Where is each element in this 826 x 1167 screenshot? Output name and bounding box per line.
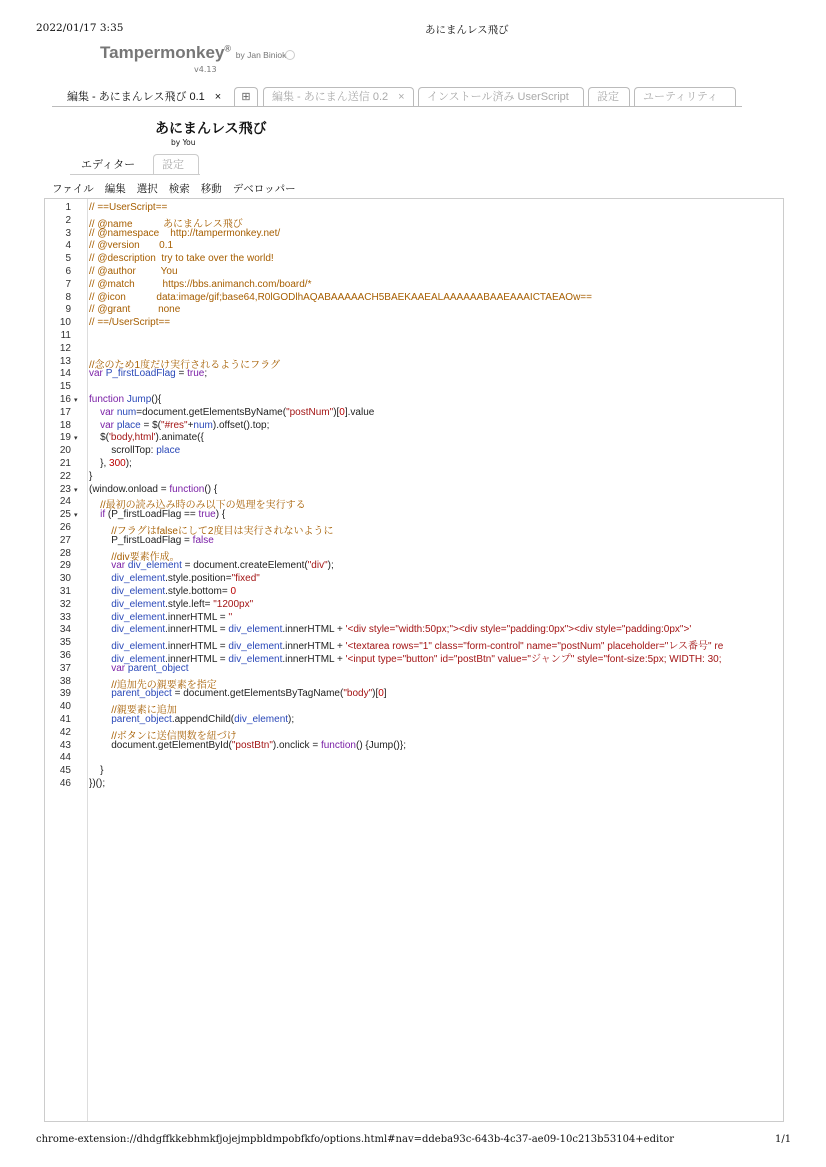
- subtab-settings[interactable]: 設定: [153, 154, 199, 174]
- code-line[interactable]: parent_object.appendChild(div_element);: [111, 714, 295, 725]
- code-token: var: [100, 406, 115, 418]
- line-number: 30: [59, 573, 71, 585]
- code-line[interactable]: [89, 304, 783, 315]
- code-line[interactable]: $('body,html').animate({: [89, 432, 204, 444]
- code-token: // @description try to take over the world!: [89, 253, 274, 265]
- code-token: div_element: [111, 586, 166, 597]
- code-token: //ボタンに送信関数を紐づけ: [111, 730, 237, 742]
- code-token: // ==UserScript==: [89, 202, 168, 213]
- close-icon[interactable]: ×: [398, 91, 405, 103]
- code-token: div_element: [228, 641, 283, 653]
- code-token: 'body,html': [109, 432, 156, 444]
- line-number: 19: [59, 432, 71, 444]
- code-line[interactable]: }: [89, 765, 104, 777]
- line-number: 13: [59, 355, 71, 367]
- code-token: P_firstLoadFlag: [105, 368, 176, 380]
- code-token: var: [89, 368, 103, 380]
- code-line[interactable]: [89, 292, 783, 303]
- code-token: 300: [109, 458, 126, 469]
- brand-logo: [100, 43, 286, 63]
- print-title: あにまんレス飛び: [425, 24, 509, 36]
- code-token: //div要素作成。: [111, 551, 180, 563]
- code-token: // @icon data:image/gif;base64,R0lGODlhAQABAAAAACH5BAEKAAEALAAAAAABAAEAAAICTAEAOw==: [89, 291, 592, 303]
- code-line[interactable]: (window.onload = function() {: [89, 483, 218, 495]
- code-editor[interactable]: [44, 198, 784, 1122]
- code-token: false: [192, 534, 214, 546]
- line-number: 28: [59, 547, 71, 559]
- line-number: 3: [65, 227, 71, 239]
- code-line[interactable]: div_element.innerHTML = '': [111, 611, 233, 623]
- line-number: 21: [59, 458, 71, 469]
- code-line[interactable]: div_element.innerHTML = div_element.innerHTML + '<textarea rows="1" class="form-control" name="postNum" placeholder="レス番号" re: [111, 641, 724, 653]
- close-icon[interactable]: ×: [214, 91, 222, 103]
- code-token: "postNum": [286, 406, 334, 418]
- code-token: parent_object: [111, 714, 172, 725]
- line-number: 35: [59, 637, 71, 649]
- line-number: 29: [59, 560, 71, 572]
- tab-settings[interactable]: [588, 87, 630, 106]
- code-line[interactable]: function Jump(){: [89, 394, 162, 405]
- line-number: 8: [65, 291, 71, 303]
- code-line[interactable]: }: [89, 470, 93, 482]
- tab-label: 編集 - あにまんレス飛び 0.1: [67, 91, 205, 103]
- code-token: //最初の読み込み時のみ以下の処理を実行する: [100, 500, 306, 512]
- code-token: place: [116, 419, 141, 431]
- line-number: 15: [59, 381, 71, 393]
- line-number: 25: [59, 509, 71, 521]
- spinner-icon: [285, 50, 295, 60]
- brand-name: Tampermonkey: [100, 43, 225, 62]
- code-line[interactable]: div_element.style.left= "1200px": [111, 598, 254, 610]
- code-line[interactable]: var place = $("#res"+num).offset().top;: [100, 419, 270, 431]
- line-number: 23: [59, 483, 71, 495]
- code-token: Jump: [126, 394, 152, 405]
- tab-label: インストール済み UserScript: [427, 91, 569, 103]
- line-number: 39: [59, 688, 71, 700]
- print-url: chrome-extension://dhdgffkkebhmkfjojejmpbldmpobfkfo/options.html#nav=ddeba93c-643b-4c37-ae09-10c213b53104+editor: [36, 1134, 675, 1145]
- brand-version: v4.13: [194, 65, 217, 74]
- code-token: true: [198, 509, 216, 521]
- line-number: 37: [59, 662, 71, 674]
- code-token: place: [156, 445, 181, 457]
- code-token: div_element: [111, 654, 166, 665]
- code-token: // ==/UserScript==: [89, 317, 171, 329]
- code-token: div_element: [234, 714, 289, 725]
- code-token: // @match https://bbs.animanch.com/board/*: [89, 278, 312, 290]
- code-line[interactable]: var div_element = document.createElement("div");: [111, 560, 334, 572]
- code-token: // @author You: [89, 266, 178, 277]
- code-token: var: [100, 419, 115, 431]
- code-token: parent_object: [111, 688, 172, 700]
- line-number: 32: [59, 598, 71, 610]
- code-line[interactable]: div_element.innerHTML = div_element.innerHTML + '<div style="width:50px;"><div style="padding:0px"><div style="padding:0px">': [111, 624, 692, 636]
- code-line[interactable]: document.getElementById("postBtn").onclick = function() {Jump()};: [89, 739, 406, 751]
- code-line[interactable]: [89, 317, 783, 328]
- code-token: var: [111, 560, 126, 572]
- code-token: // @name あにまんレス飛び: [89, 218, 243, 230]
- code-line[interactable]: div_element.innerHTML = div_element.innerHTML + '<input type="button" id="postBtn" value="ジャンプ" style="font-size:5px; WIDTH: 30;: [111, 654, 722, 665]
- line-number: 11: [60, 330, 71, 341]
- code-line[interactable]: scrollTop: place: [89, 445, 181, 457]
- fold-toggle-icon[interactable]: ▾: [74, 485, 78, 494]
- code-line[interactable]: })();: [89, 778, 106, 789]
- code-token: div_element: [111, 598, 166, 610]
- line-number: 4: [65, 240, 71, 252]
- line-number: 44: [59, 752, 71, 764]
- editor-menubar: [52, 181, 307, 196]
- code-line[interactable]: parent_object = document.getElementsByTagName("body")[0]: [111, 688, 387, 700]
- code-line[interactable]: div_element.style.bottom= 0: [111, 586, 237, 597]
- line-number: 38: [59, 675, 71, 687]
- fold-toggle-icon[interactable]: ▾: [74, 434, 78, 443]
- line-number-gutter: [45, 199, 88, 1121]
- code-line[interactable]: [89, 240, 783, 251]
- code-token: // @grant none: [89, 304, 181, 316]
- tab-utilities[interactable]: [634, 87, 736, 106]
- line-number: 18: [59, 419, 71, 431]
- subtab-editor[interactable]: エディター: [72, 154, 150, 174]
- line-number: 9: [65, 304, 71, 316]
- line-number: 46: [59, 778, 71, 789]
- code-token: parent_object: [127, 662, 189, 674]
- code-line[interactable]: [89, 663, 783, 674]
- code-token: '<div style="width:50px;"><div style="padding:0px"><div style="padding:0px">': [345, 624, 692, 636]
- add-icon: ⊞: [241, 91, 251, 103]
- line-number: 20: [59, 445, 71, 457]
- code-token: function: [89, 394, 125, 405]
- code-token: "1200px": [213, 598, 254, 610]
- code-token: "body": [343, 688, 373, 700]
- code-token: div_element: [111, 611, 166, 623]
- tab-edit-animan-res-tobi[interactable]: [58, 87, 230, 106]
- line-number: 27: [59, 534, 71, 546]
- code-line[interactable]: if (P_firstLoadFlag == true) {: [100, 509, 226, 521]
- line-number: 5: [65, 253, 71, 265]
- line-number: 42: [59, 726, 71, 738]
- code-token: '<input type="button" id="postBtn" value="ジャンプ" style="font-size:5px; WIDTH: 30;: [345, 654, 722, 665]
- code-line[interactable]: var num=document.getElementsByName("postNum")[0].value: [100, 406, 375, 418]
- line-number: 14: [59, 368, 71, 380]
- code-token: div_element: [111, 641, 166, 653]
- code-line[interactable]: [89, 202, 783, 213]
- code-token: 0: [339, 406, 345, 418]
- line-number: 26: [59, 522, 71, 533]
- line-number: 6: [65, 266, 71, 277]
- brand-author: by Jan Biniok: [235, 50, 287, 60]
- code-token: if: [100, 509, 106, 521]
- line-number: 10: [59, 317, 71, 329]
- tab-installed-userscripts[interactable]: [418, 87, 584, 106]
- code-line[interactable]: [89, 266, 783, 277]
- code-token: div_element: [127, 560, 182, 572]
- code-line[interactable]: }, 300);: [89, 458, 132, 469]
- code-token: num: [193, 419, 213, 431]
- tab-label: 編集 - あにまん送信 0.2: [272, 91, 389, 103]
- line-number: 43: [59, 739, 71, 751]
- code-line[interactable]: P_firstLoadFlag = false: [89, 534, 214, 546]
- tab-label: 設定: [597, 91, 619, 103]
- code-token: 0: [378, 688, 384, 700]
- code-token: var: [111, 662, 126, 674]
- code-token: div_element: [228, 654, 283, 665]
- script-title: あにまんレス飛び: [155, 120, 267, 136]
- code-token: div_element: [228, 624, 283, 636]
- menu-developer[interactable]: デベロッパー: [232, 183, 296, 195]
- menu-select[interactable]: 選択: [136, 183, 158, 195]
- code-token: "fixed": [231, 573, 260, 585]
- print-page-number: 1/1: [775, 1134, 792, 1145]
- line-number: 2: [65, 214, 71, 226]
- code-token: '<textarea rows="1" class="form-control" name="postNum" placeholder="レス番号" re: [345, 641, 724, 653]
- line-number: 1: [65, 202, 71, 213]
- code-token: '': [228, 611, 233, 623]
- code-token: "postBtn": [231, 739, 273, 751]
- tab-edit-animan-soushin[interactable]: [263, 87, 414, 106]
- code-token: // @namespace http://tampermonkey.net/: [89, 227, 281, 239]
- print-datetime: 2022/01/17 3:35: [36, 22, 124, 34]
- line-number: 41: [59, 714, 71, 725]
- script-author: by You: [171, 138, 196, 147]
- code-line[interactable]: [89, 253, 783, 264]
- line-number: 16: [59, 394, 71, 405]
- code-token: num: [116, 406, 137, 418]
- menu-edit[interactable]: 編集: [104, 183, 126, 195]
- line-number: 22: [59, 470, 71, 482]
- menu-search[interactable]: 検索: [168, 183, 190, 195]
- code-token: //念のため1度だけ実行されるようにフラグ: [89, 359, 281, 371]
- code-token: "#res": [161, 419, 188, 431]
- line-number: 40: [59, 701, 71, 713]
- menu-goto[interactable]: 移動: [200, 183, 222, 195]
- code-token: // @version 0.1: [89, 240, 174, 252]
- code-token: //フラグはfalseにして2度目は実行されないように: [111, 526, 334, 537]
- code-token: function: [320, 739, 356, 751]
- tab-label: ユーティリティ: [643, 91, 719, 103]
- line-number: 12: [59, 342, 71, 354]
- fold-toggle-icon[interactable]: ▾: [74, 396, 78, 404]
- code-line[interactable]: [89, 279, 783, 290]
- code-token: "div": [307, 560, 328, 572]
- code-token: //親要素に追加: [111, 705, 177, 717]
- tab-new-script[interactable]: [234, 87, 258, 106]
- menu-file[interactable]: ファイル: [52, 183, 94, 195]
- line-number: 36: [59, 650, 71, 661]
- code-token: div_element: [111, 573, 166, 585]
- code-token: div_element: [111, 624, 166, 636]
- code-token: 0: [230, 586, 237, 597]
- line-number: 17: [59, 406, 71, 418]
- code-line[interactable]: var P_firstLoadFlag = true;: [89, 368, 208, 380]
- line-number: 7: [65, 278, 71, 290]
- code-token: true: [187, 368, 205, 380]
- code-token: //追加先の親要素を指定: [111, 679, 217, 691]
- line-number: 24: [59, 496, 71, 508]
- brand-reg: ®: [224, 43, 232, 54]
- line-number: 45: [59, 765, 71, 777]
- fold-toggle-icon[interactable]: ▾: [74, 511, 78, 520]
- line-number: 33: [59, 611, 71, 623]
- code-line[interactable]: [89, 228, 783, 239]
- code-line[interactable]: div_element.style.position="fixed": [111, 573, 260, 585]
- line-number: 31: [59, 586, 71, 597]
- code-token: function: [169, 483, 205, 495]
- line-number: 34: [59, 624, 71, 636]
